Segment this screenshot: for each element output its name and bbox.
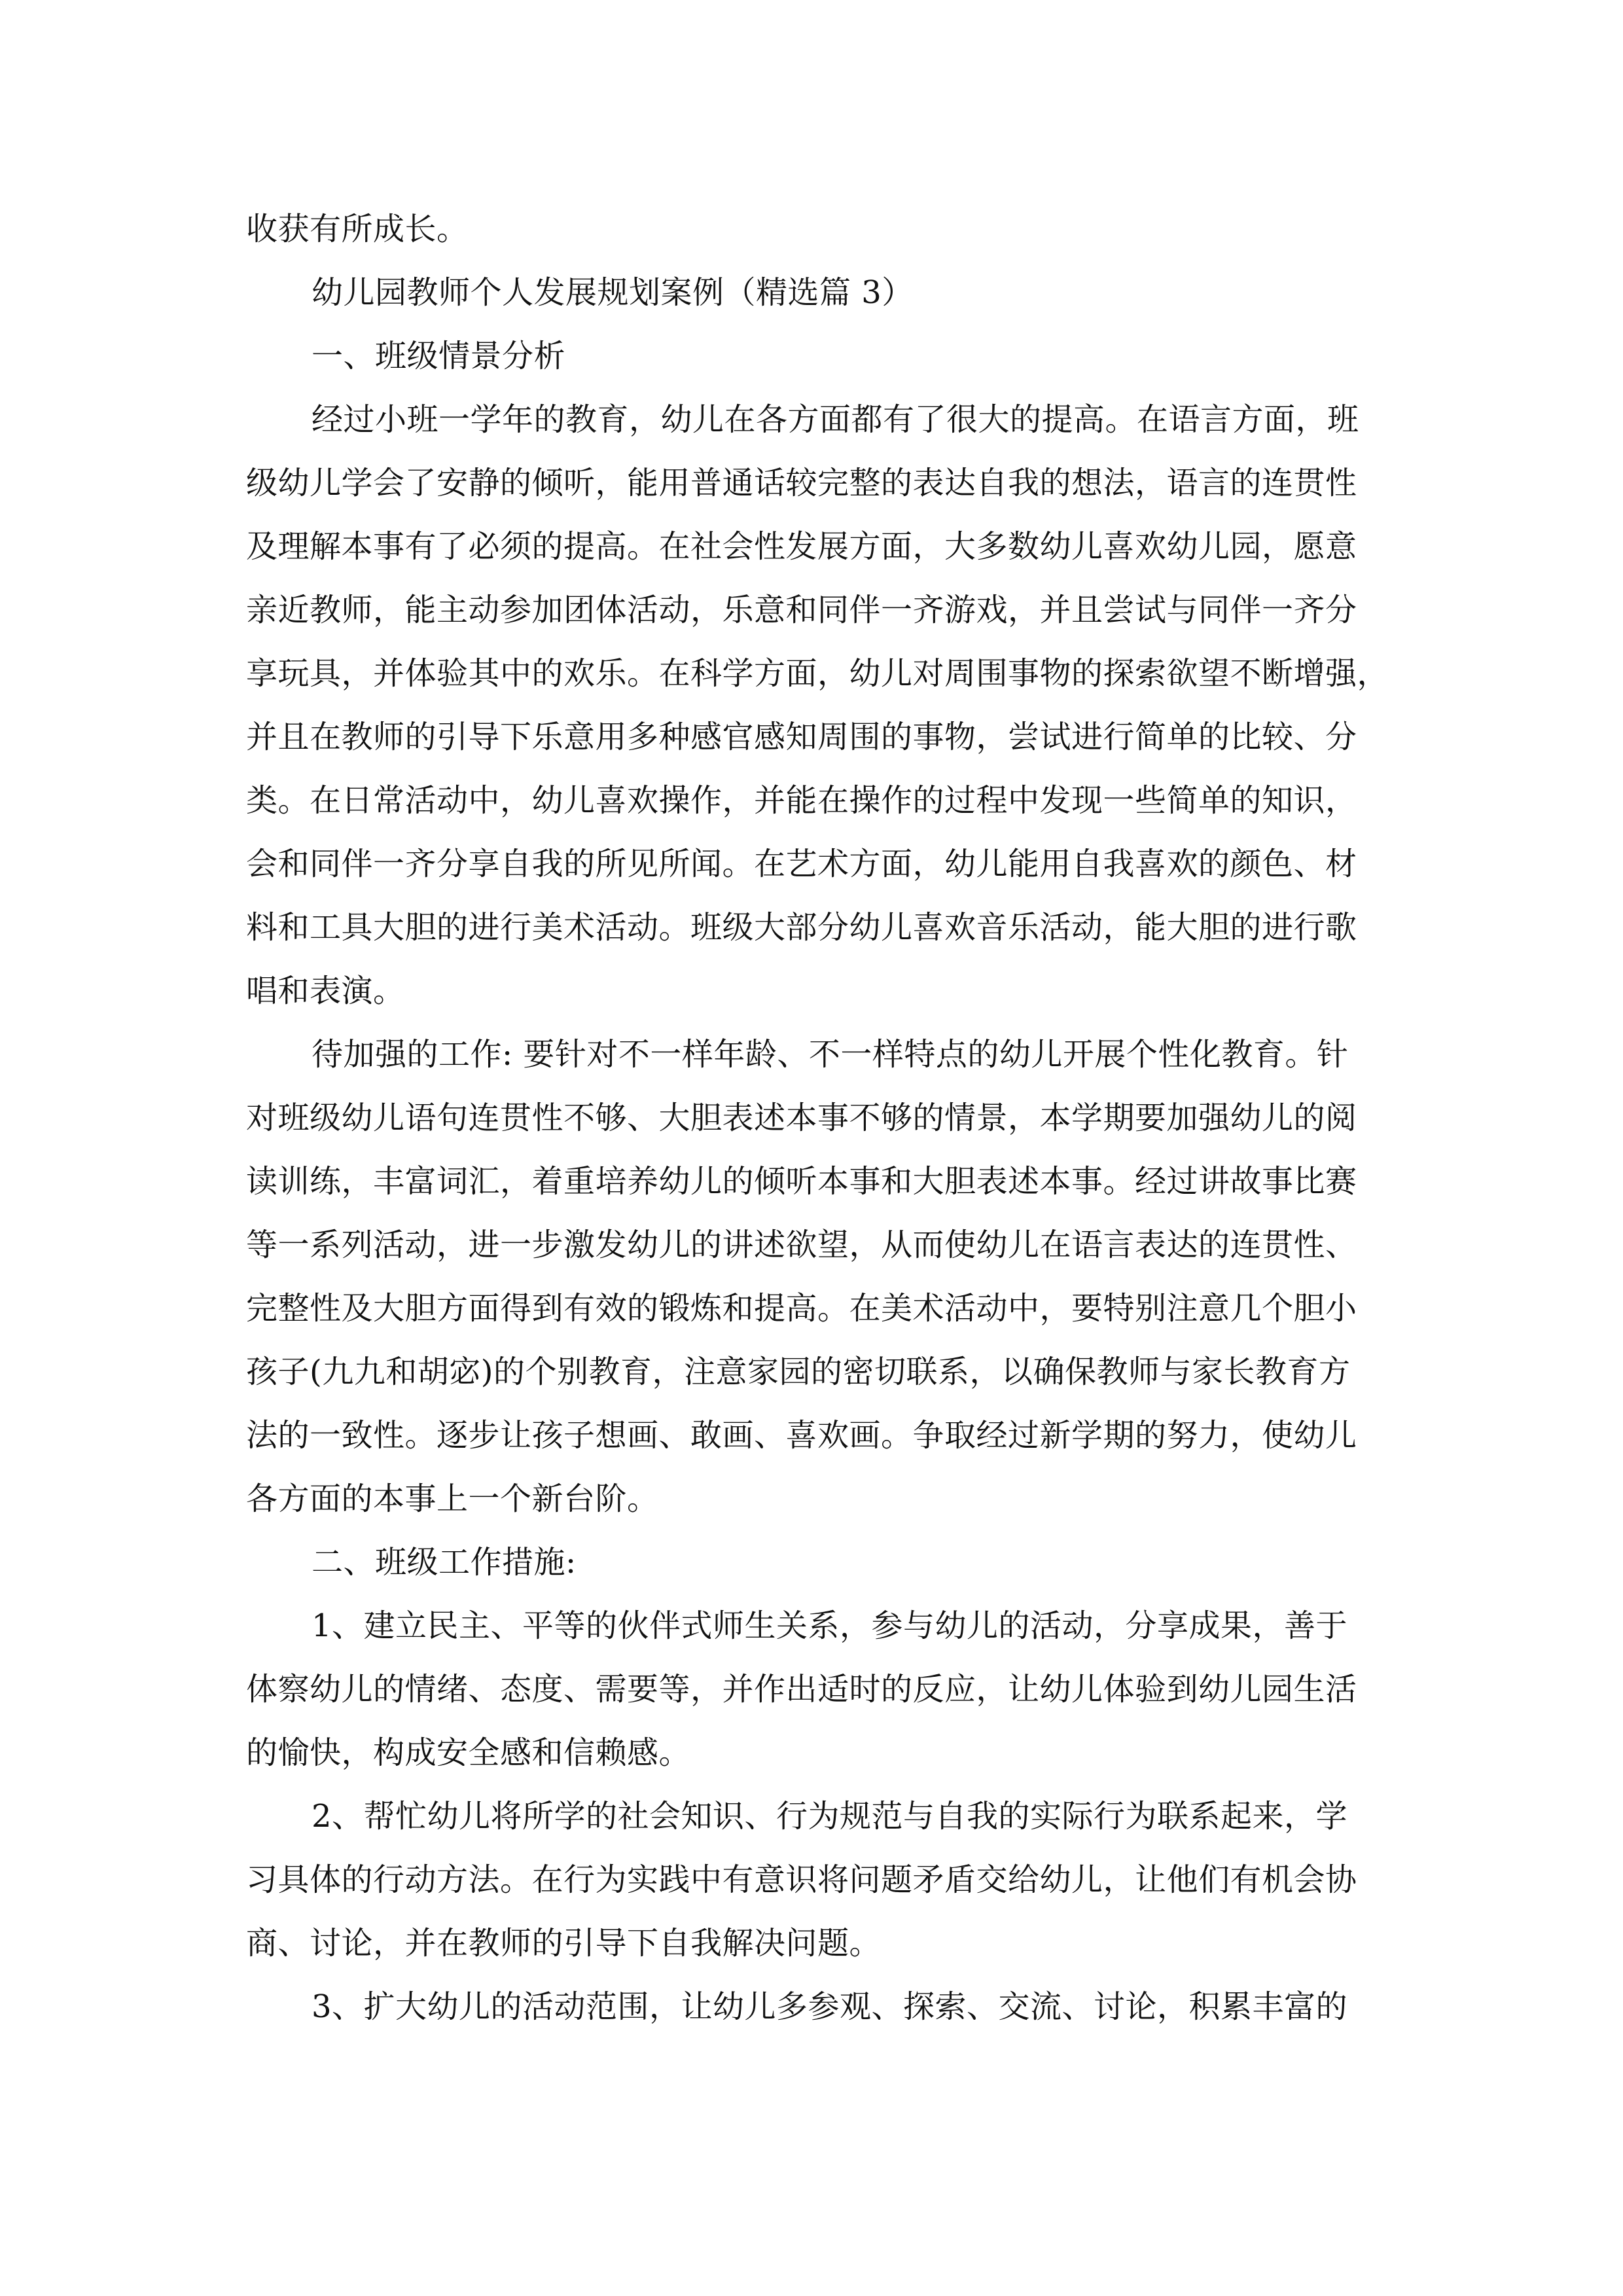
text-line: 享玩具，并体验其中的欢乐。在科学方面，幼儿对周围事物的探索欲望不断增强， [246, 655, 1389, 692]
document-body [246, 198, 1389, 2039]
text-line: 并且在教师的引导下乐意用多种感官感知周围的事物，尝试进行简单的比较、分 [246, 719, 1357, 755]
heading-class-measures: 二、班级工作措施: [312, 1544, 577, 1581]
text-line: 等一系列活动，进一步激发幼儿的讲述欲望，从而使幼儿在语言表达的连贯性、 [246, 1227, 1357, 1263]
text-line: 会和同伴一齐分享自我的所见所闻。在艺术方面，幼儿能用自我喜欢的颜色、材 [246, 846, 1357, 882]
text-line: 的愉快，构成安全感和信赖感。 [246, 1734, 691, 1771]
text-line: 各方面的本事上一个新台阶。 [246, 1480, 659, 1517]
text-line: 亲近教师，能主动参加团体活动，乐意和同伴一齐游戏，并且尝试与同伴一齐分 [246, 592, 1357, 628]
text-line: 孩子(九九和胡宓)的个别教育，注意家园的密切联系，以确保教师与家长教育方 [246, 1354, 1351, 1390]
text-line: 对班级幼儿语句连贯性不够、大胆表述本事不够的情景，本学期要加强幼儿的阅 [246, 1100, 1357, 1136]
text-line: 级幼儿学会了安静的倾听，能用普通话较完整的表达自我的想法，语言的连贯性 [246, 465, 1357, 501]
text-line: 习具体的行动方法。在行为实践中有意识将问题矛盾交给幼儿，让他们有机会协 [246, 1861, 1357, 1898]
text-line: 2、帮忙幼儿将所学的社会知识、行为规范与自我的实际行为联系起来，学 [312, 1798, 1348, 1835]
text-line: 及理解本事有了必须的提高。在社会性发展方面，大多数幼儿喜欢幼儿园，愿意 [246, 528, 1357, 565]
text-line: 体察幼儿的情绪、态度、需要等，并作出适时的反应，让幼儿体验到幼儿园生活 [246, 1671, 1357, 1708]
text-line: 完整性及大胆方面得到有效的锻炼和提高。在美术活动中，要特别注意几个胆小 [246, 1290, 1357, 1327]
text-line: 商、讨论，并在教师的引导下自我解决问题。 [246, 1925, 882, 1962]
text-line: 收获有所成长。 [246, 211, 469, 247]
text-line: 3、扩大幼儿的活动范围，让幼儿多参观、探索、交流、讨论，积累丰富的 [312, 1988, 1348, 2025]
text-line: 经过小班一学年的教育，幼儿在各方面都有了很大的提高。在语言方面，班 [312, 401, 1359, 438]
text-line: 1、建立民主、平等的伙伴式师生关系，参与幼儿的活动，分享成果，善于 [312, 1607, 1348, 1644]
heading-class-analysis: 一、班级情景分析 [312, 338, 566, 374]
text-line: 唱和表演。 [246, 973, 405, 1009]
text-line: 类。在日常活动中，幼儿喜欢操作，并能在操作的过程中发现一些简单的知识， [246, 782, 1357, 819]
text-line: 法的一致性。逐步让孩子想画、敢画、喜欢画。争取经过新学期的努力，使幼儿 [246, 1417, 1357, 1454]
text-line: 料和工具大胆的进行美术活动。班级大部分幼儿喜欢音乐活动，能大胆的进行歌 [246, 909, 1357, 946]
section-title: 幼儿园教师个人发展规划案例（精选篇 3） [312, 274, 914, 311]
text-line: 读训练，丰富词汇，着重培养幼儿的倾听本事和大胆表述本事。经过讲故事比赛 [246, 1163, 1357, 1200]
text-line: 待加强的工作: 要针对不一样年龄、不一样特点的幼儿开展个性化教育。针 [312, 1036, 1349, 1073]
